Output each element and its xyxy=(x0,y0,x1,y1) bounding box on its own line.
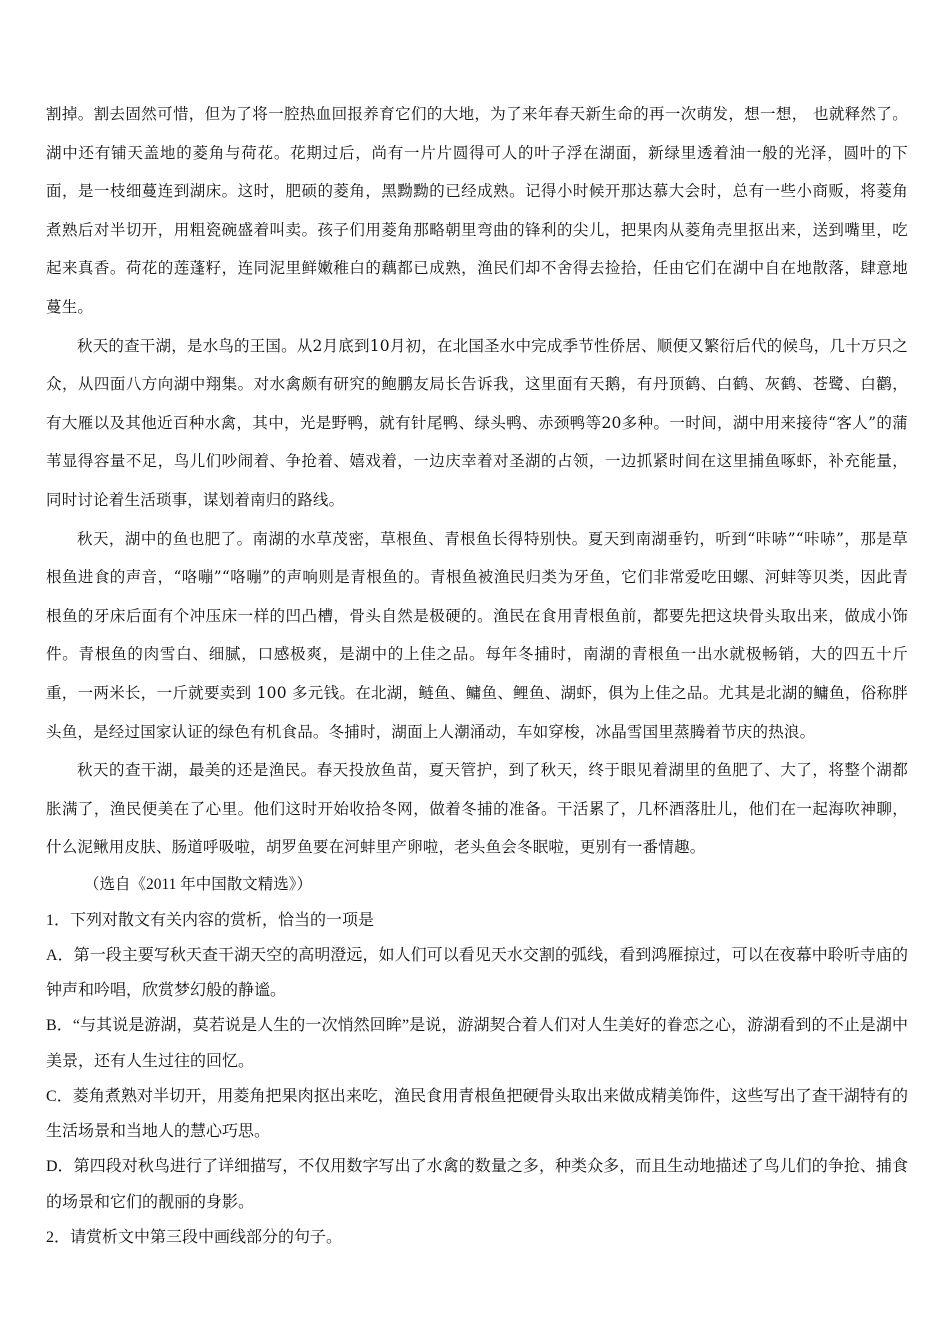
page-content xyxy=(46,95,908,1255)
essay-paragraph-3: 秋天，湖中的鱼也肥了。南湖的水草茂密，草根鱼、青根鱼长得特别快。夏天到南湖垂钓，听到“咔哧”“咔哧”，那是草根鱼进食的声音，“咯嘣”“咯嘣”的声响则是青根鱼的。青根鱼被渔民归类为牙鱼，它们非常爱吃田螺、河蚌等贝类，因此青根鱼的牙床后面有个冲压床一样的凹凸槽，骨头自然是极硬的。渔民在食用青根鱼前，都要先把这块骨头取出来，做成小饰件。青根鱼的肉雪白、细腻，口感极爽，是湖中的上佳之品。每年冬捕时，南湖的青根鱼一出水就极畅销，大的四五十斤重，一两米长，一斤就要卖到 100 多元钱。在北湖，鲢鱼、鳙鱼、鲤鱼、湖虾，俱为上佳之品。尤其是北湖的鳙鱼，俗称胖头鱼，是经过国家认证的绿色有机食品。冬捕时，湖面上人潮涌动，车如穿梭，冰晶雪国里蒸腾着节庆的热浪。 xyxy=(46,529,908,741)
question-1-stem: 1．下列对散文有关内容的赏析，恰当的一项是 xyxy=(46,911,375,929)
essay-source: （选自《2011 年中国散文精选》） xyxy=(84,875,313,893)
essay-paragraph-1: 割掉。割去固然可惜，但为了将一腔热血回报养育它们的大地，为了来年春天新生命的再一次萌发，想一想， 也就释然了。湖中还有铺天盖地的菱角与荷花。花期过后，尚有一片片圆得可人的叶子浮在湖面，新绿里透着油一般的光泽，圆叶的下面，是一枝细蔓连到湖床。这时，肥硕的菱角，黑黝黝的已经成熟。记得小时候开那达慕大会时，总有一些小商贩，将菱角煮熟后对半切开，用粗瓷碗盛着叫卖。孩子们用菱角那略朝里弯曲的锋利的尖儿，把果肉从菱角壳里抠出来，送到嘴里，吃起来真香。荷花的莲蓬籽，连同泥里鲜嫩稚白的藕都已成熟，渔民们却不舍得去捡拾，任由它们在湖中自在地散落，肆意地蔓生。 xyxy=(46,105,908,316)
essay-paragraph-4: 秋天的查干湖，最美的还是渔民。春天投放鱼苗，夏天管护，到了秋天，终于眼见着湖里的鱼肥了、大了，将整个湖都胀满了，渔民便美在了心里。他们这时开始收拾冬网，做着冬捕的准备。干活累了，几杯酒落肚儿，他们在一起海吹神聊，什么泥鳅用皮肤、肠道呼吸啦，胡罗鱼要在河蚌里产卵啦，老头鱼会冬眠啦，更别有一番情趣。 xyxy=(46,761,908,857)
question-2-stem: 2．请赏析文中第三段中画线部分的句子。 xyxy=(46,1228,343,1246)
essay-paragraph-2: 秋天的查干湖，是水鸟的王国。从2月底到10月初，在北国圣水中完成季节性侨居、顺便又繁衍后代的候鸟，几十万只之众，从四面八方向湖中翔集。对水禽颇有研究的鲍鹏友局长告诉我，这里面有天鹅，有丹顶鹤、白鹤、灰鹤、苍鹭、白鹳，有大雁以及其他近百种水禽，其中，光是野鸭，就有针尾鸭、绿头鸭、赤颈鸭等20多种。一时间，湖中用来接待“客人”的蒲苇显得容量不足，鸟儿们吵闹着、争抢着、嬉戏着，一边庆幸着对圣湖的占领，一边抓紧时间在这里捕鱼啄虾，补充能量，同时讨论着生活琐事，谋划着南归的路线。 xyxy=(46,336,908,509)
question-1-option-b: B．“与其说是游湖，莫若说是人生的一次悄然回眸”是说，游湖契合着人们对人生美好的眷恋之心，游湖看到的不止是湖中美景，还有人生过往的回忆。 xyxy=(46,1017,908,1070)
question-1-option-d: D．第四段对秋鸟进行了详细描写，不仅用数字写出了水禽的数量之多，种类众多，而且生动地描述了鸟儿们的争抢、捕食的场景和它们的靓丽的身影。 xyxy=(46,1158,908,1211)
questions-section xyxy=(46,903,908,1255)
essay-text xyxy=(46,95,908,867)
question-1-option-a: A．第一段主要写秋天查干湖天空的高明澄远，如人们可以看见天水交割的弧线，看到鸿雁掠过，可以在夜幕中聆听寺庙的钟声和吟唱，欣赏梦幻般的静谧。 xyxy=(46,947,908,1000)
question-1-option-c: C．菱角煮熟对半切开，用菱角把果肉抠出来吃，渔民食用青根鱼把硬骨头取出来做成精美饰件，这些写出了查干湖特有的生活场景和当地人的慧心巧思。 xyxy=(46,1087,908,1141)
